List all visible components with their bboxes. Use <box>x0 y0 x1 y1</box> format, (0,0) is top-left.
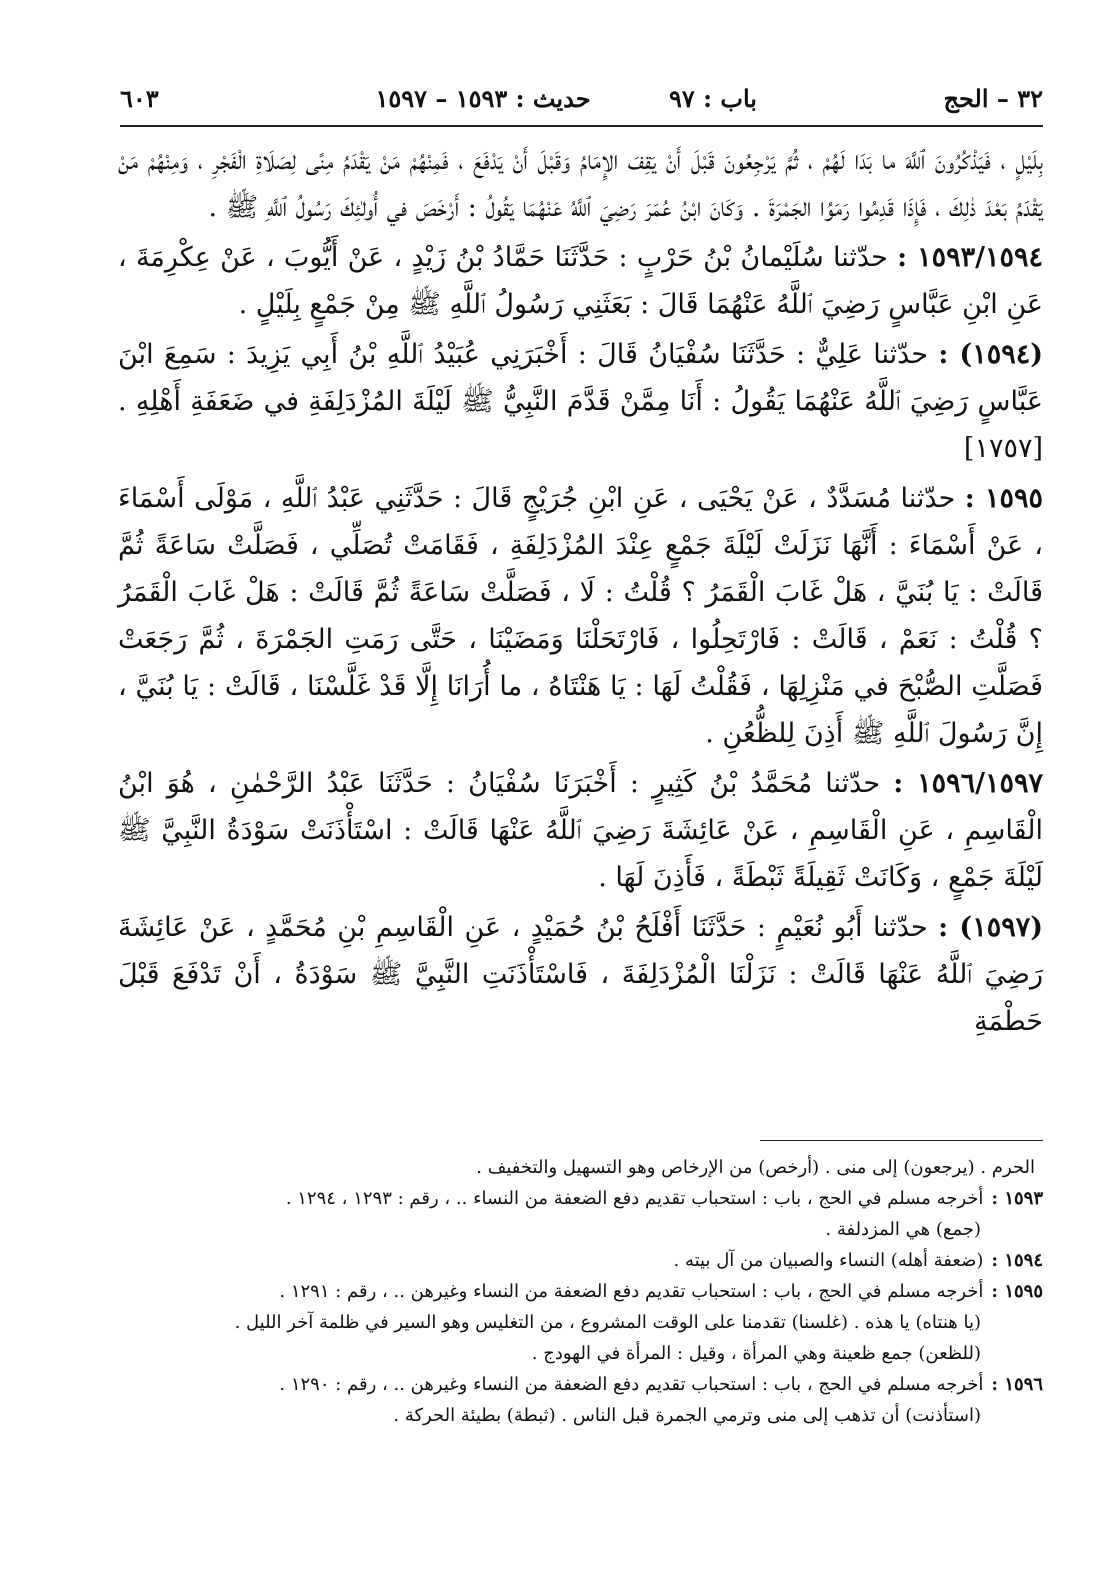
paragraph <box>118 760 1043 901</box>
footnote-continuation: (جمع) هي المزدلفة . <box>825 1219 981 1240</box>
running-header <box>120 78 1043 118</box>
hadith-number: ١٥٩٥ : <box>964 483 1043 514</box>
footnote <box>118 1276 1043 1307</box>
main-text <box>118 137 1043 1048</box>
footnote <box>118 1369 1043 1400</box>
footnote-text: أخرجه مسلم في الحج ، باب : استحباب تقديم دفع الضعفة من النساء .. ، رقم : ١٢٩٣ ، ١٢٩٤ . <box>285 1188 984 1209</box>
paragraph <box>118 331 1043 472</box>
paragraph-text: بِلَيْلٍ ، فَيَذْكُرُونَ ٱللَّهَ ما بَدَا لَهُمْ ، ثُمَّ يَرْجِعُونَ قَبْلَ أَنْ يَقِفَ الإِمَامُ وَقَبْلَ أَنْ يَدْفَعَ ، فَمِنْهُمْ مَنْ يَقْدَمُ مِنًى لِصَلَاةِ الْفَجْرِ ، وَمِنْهُمْ مَنْ يَقْدَمُ بَعْدَ ذٰلِكَ ، فَإِذَا قَدِمُوا رَمَوُا الجَمْرَةَ . وَكَانَ ابْنُ عُمَرَ رَضِيَ ٱللَّهُ عَنْهُمَا يَقُولُ : أَرْخَصَ في أُولٰئِكَ رَسُولُ ٱللَّهِ ﷺ . <box>118 145 1043 223</box>
paragraph <box>118 475 1043 757</box>
footnote-number: ١٥٩٦ : <box>991 1374 1043 1395</box>
paragraph <box>118 234 1043 328</box>
footnote-text: (ضعفة أهله) النساء والصبيان من آل بيته . <box>673 1250 984 1271</box>
footnote-rule <box>760 1140 1043 1141</box>
footnote-number: ١٥٩٤ : <box>991 1250 1043 1271</box>
hadith-range: حديث : ١٥٩٣ – ١٥٩٧ <box>375 83 591 113</box>
footnote-text: أخرجه مسلم في الحج ، باب : استحباب تقديم دفع الضعفة من النساء وغيرهن .. ، رقم : ١٢٩١ . <box>279 1281 984 1302</box>
paragraph-text: حدّثنا عَلِيٌّ : حَدَّثَنَا سُفْيَانُ قَالَ : أَخْبَرَنِي عُبَيْدُ ٱللَّهِ بْنُ أَبِي يَزِيدَ : سَمِعَ ابْنَ عَبَّاسٍ رَضِيَ ٱللَّهُ عَنْهُمَا يَقُولُ : أَنَا مِمَّنْ قَدَّمَ النَّبِيُّ ﷺ لَيْلَةَ المُزْدَلِفَةِ في ضَعَفَةِ أَهْلِهِ . [١٧٥٧] <box>118 339 1043 464</box>
footnote-number: ١٥٩٣ : <box>991 1188 1043 1209</box>
footnote-continuation: (للظعن) جمع ظعينة وهي المرأة ، وقيل : المرأة في الهودج . <box>531 1343 981 1364</box>
footnotes <box>118 1152 1043 1431</box>
page-number: ٦٠٣ <box>120 83 159 113</box>
footnote-text: الحرم . (يرجعون) إلى منى . (أرخص) من الإرخاص وهو التسهيل والتخفيف . <box>476 1157 1035 1178</box>
paragraph-text: حدّثنا مُسَدَّدٌ ، عَنْ يَحْيَى ، عَنِ ابْنِ جُرَيْجٍ قَالَ : حَدَّثَنِي عَبْدُ ٱللَّهِ ، مَوْلَى أَسْمَاءَ ، عَنْ أَسْمَاءَ : أَنَّهَا نَزَلَتْ لَيْلَةَ جَمْعٍ عِنْدَ المُزْدَلِفَةِ ، فَقَامَتْ تُصَلِّي ، فَصَلَّتْ سَاعَةً ثُمَّ قَالَتْ : يَا بُنَيَّ ، هَلْ غَابَ الْقَمَرُ ؟ قُلْتُ : لَا ، فَصَلَّتْ سَاعَةً ثُمَّ قَالَتْ : هَلْ غَابَ الْقَمَرُ ؟ قُلْتُ : نَعَمْ ، قَالَتْ : فَارْتَحِلُوا ، فَارْتَحَلْنَا وَمَضَيْنَا ، حَتَّى رَمَتِ الجَمْرَةَ ، ثُمَّ رَجَعَتْ فَصَلَّتِ الصُّبْحَ في مَنْزِلِهَا ، فَقُلْتُ لَهَا : يَا هَنْتَاهُ ، ما أُرَانَا إِلَّا قَدْ غَلَّسْنَا ، قَالَتْ : يَا بُنَيَّ ، إِنَّ رَسُولَ ٱللَّهِ ﷺ أَذِنَ لِلظُّعُنِ . <box>118 483 1043 749</box>
header-rule <box>120 125 1043 127</box>
footnote-text: أخرجه مسلم في الحج ، باب : استحباب تقديم دفع الضعفة من النساء وغيرهن .. ، رقم : ١٢٩٠ . <box>279 1374 984 1395</box>
footnote <box>118 1245 1043 1276</box>
bab-number: باب : ٩٧ <box>669 83 757 113</box>
footnote-continuation: (يا هنتاه) يا هذه . (غلسنا) تقدمنا على الوقت المشروع ، من التغليس وهو السير في ظلمة آخر الليل . <box>234 1312 981 1333</box>
paragraph <box>118 904 1043 1045</box>
paragraph-text: حدّثنا مُحَمَّدُ بْنُ كَثِيرٍ : أَخْبَرَنَا سُفْيَانُ : حَدَّثَنَا عَبْدُ الرَّحْمٰنِ ، هُوَ ابْنُ الْقَاسِمِ ، عَنِ الْقَاسِمِ ، عَنْ عَائِشَةَ رَضِيَ ٱللَّهُ عَنْهَا قَالَتْ : اسْتَأْذَنَتْ سَوْدَةُ النَّبِيَّ ﷺ لَيْلَةَ جَمْعٍ ، وَكَانَتْ ثَقِيلَةً ثَبْطَةً ، فَأَذِنَ لَهَا . <box>118 768 1043 893</box>
chapter-title: ٣٢ – الحج <box>943 83 1043 113</box>
hadith-number: (١٥٩٤) : <box>938 339 1043 370</box>
hadith-number: (١٥٩٧) : <box>938 912 1043 943</box>
footnote-number: ١٥٩٥ : <box>991 1281 1043 1302</box>
paragraph-text: حدّثنا سُلَيْمانُ بْنُ حَرْبٍ : حَدَّثَنَا حَمَّادُ بْنُ زَيْدٍ ، عَنْ أَيُّوبَ ، عَنْ عِكْرِمَةَ ، عَنِ ابْنِ عَبَّاسٍ رَضِيَ ٱللَّهُ عَنْهُمَا قَالَ : بَعَثَنِي رَسُولُ ٱللَّهِ ﷺ مِنْ جَمْعٍ بِلَيْلٍ . <box>118 242 1043 320</box>
footnote-continuation: (استأذنت) أن تذهب إلى منى وترمي الجمرة قبل الناس . (ثبطة) بطيئة الحركة . <box>393 1405 981 1426</box>
paragraph <box>118 137 1043 231</box>
paragraph-text: حدّثنا أَبُو نُعَيْمٍ : حَدَّثَنَا أَفْلَحُ بْنُ حُمَيْدٍ ، عَنِ الْقَاسِمِ بْنِ مُحَمَّدٍ ، عَنْ عَائِشَةَ رَضِيَ ٱللَّهُ عَنْهَا قَالَتْ : نَزَلْنَا الْمُزْدَلِفَةَ ، فَاسْتَأْذَنَتِ النَّبِيَّ ﷺ سَوْدَةُ ، أَنْ تَدْفَعَ قَبْلَ حَطْمَةِ <box>118 912 1043 1037</box>
footnote <box>118 1152 1043 1183</box>
hadith-number: ١٥٩٦/١٥٩٧ : <box>893 768 1043 799</box>
hadith-number: ١٥٩٣/١٥٩٤ : <box>897 242 1043 273</box>
footnote <box>118 1183 1043 1214</box>
